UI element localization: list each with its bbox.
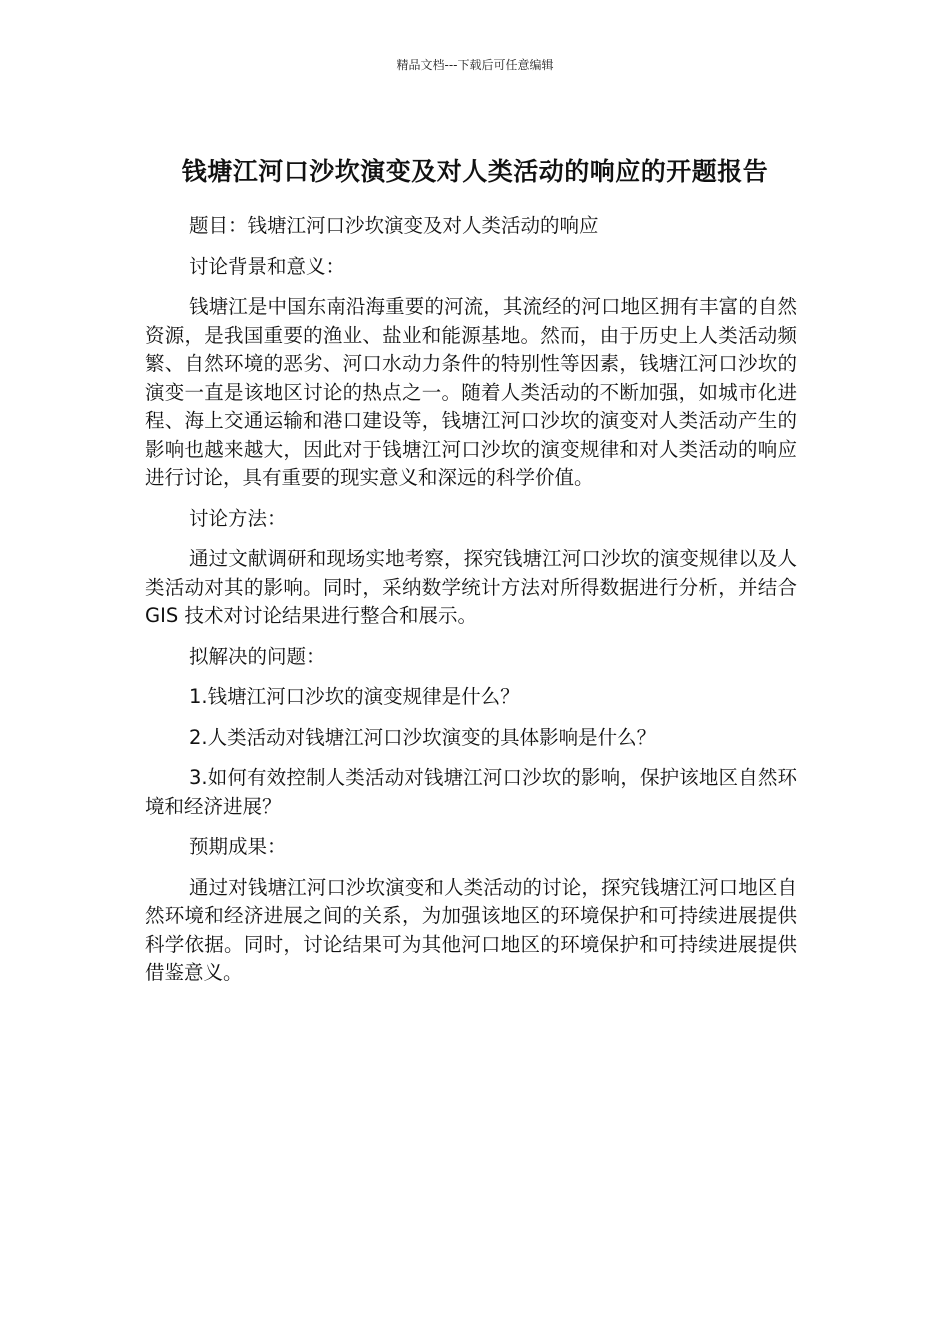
topic-line: 题目：钱塘江河口沙坎演变及对人类活动的响应: [189, 214, 599, 237]
section-heading-background: 讨论背景和意义：: [189, 254, 346, 278]
results-paragraph: 通过对钱塘江河口沙坎演变和人类活动的讨论，探究钱塘江河口地区自然环境和经济进展之间的关系，为加强该地区的环境保护和可持续进展提供科学依据。同时，讨论结果可为其他河口地区的环境保护和可持续进展提供借鉴意义。: [145, 875, 797, 984]
document-body: [145, 212, 797, 1000]
problem-item-1: 1.钱塘江河口沙坎的演变规律是什么？: [189, 685, 520, 708]
problem-item-2: 2.人类活动对钱塘江河口沙坎演变的具体影响是什么？: [189, 725, 657, 749]
document-title: 钱塘江河口沙坎演变及对人类活动的响应的开题报告: [181, 156, 769, 186]
section-heading-method: 讨论方法：: [189, 506, 287, 530]
background-paragraph: 钱塘江是中国东南沿海重要的河流，其流经的河口地区拥有丰富的自然资源，是我国重要的渔业、盐业和能源基地。然而，由于历史上人类活动频繁、自然环境的恶劣、河口水动力条件的特别性等因素，钱塘江河口沙坎的演变一直是该地区讨论的热点之一。随着人类活动的不断加强，如城市化进程、海上交通运输和港口建设等，钱塘江河口沙坎的演变对人类活动产生的影响也越来越大，因此对于钱塘江河口沙坎的演变规律和对人类活动的响应进行讨论，具有重要的现实意义和深远的科学价值。: [145, 295, 797, 489]
section-heading-results: 预期成果：: [189, 835, 287, 858]
method-paragraph: 通过文献调研和现场实地考察，探究钱塘江河口沙坎的演变规律以及人类活动对其的影响。同时，采纳数学统计方法对所得数据进行分析，并结合 GIS 技术对讨论结果进行整合和展示。: [145, 547, 797, 627]
page-header: 精品文档---下载后可任意编辑: [396, 58, 554, 72]
section-heading-problems: 拟解决的问题：: [189, 644, 326, 668]
problem-item-3: 3.如何有效控制人类活动对钱塘江河口沙坎的影响，保护该地区自然环境和经济进展？: [145, 766, 797, 818]
